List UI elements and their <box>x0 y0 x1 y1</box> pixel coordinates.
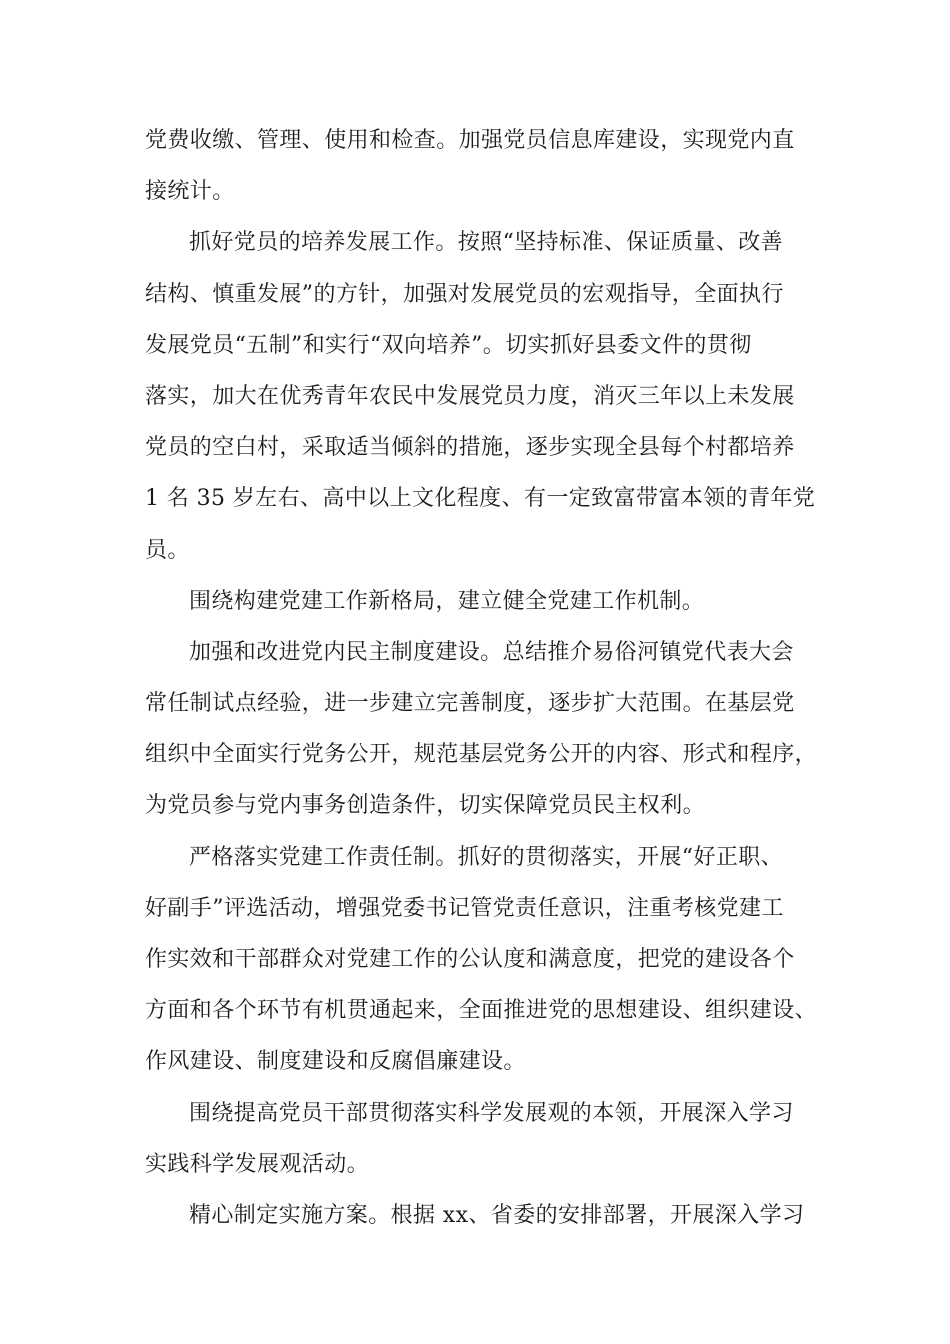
text-line: 落实，加大在优秀青年农民中发展党员力度，消灭三年以上未发展 <box>145 383 795 409</box>
text-line: 好副手”评选活动，增强党委书记管党责任意识，注重考核党建工 <box>145 895 784 921</box>
text-line: 发展党员“五制”和实行“双向培养”。切实抓好县委文件的贯彻 <box>145 332 752 358</box>
paragraph-start-line: 抓好党员的培养发展工作。按照“坚持标准、保证质量、改善 <box>189 230 784 256</box>
text-line: 接统计。 <box>145 179 235 205</box>
text-line: 为党员参与党内事务创造条件，切实保障党员民主权利。 <box>145 793 706 819</box>
text-line: 党员的空白村，采取适当倾斜的措施，逐步实现全县每个村都培养 <box>145 435 795 461</box>
text-line: 作风建设、制度建设和反腐倡廉建设。 <box>145 1049 526 1075</box>
text-line: 实践科学发展观活动。 <box>145 1151 370 1177</box>
text-line: 常任制试点经验，进一步建立完善制度，逐步扩大范围。在基层党 <box>145 691 795 717</box>
paragraph-start-line: 围绕提高党员干部贯彻落实科学发展观的本领，开展深入学习 <box>189 1100 794 1126</box>
text-line: 1 名 35 岁左右、高中以上文化程度、有一定致富带富本领的青年党 <box>145 486 816 512</box>
text-line: 员。 <box>145 537 190 563</box>
text-line: 结构、慎重发展”的方针，加强对发展党员的宏观指导，全面执行 <box>145 281 784 307</box>
text-line: 方面和各个环节有机贯通起来，全面推进党的思想建设、组织建设、 <box>145 998 818 1024</box>
text-line: 党费收缴、管理、使用和检查。加强党员信息库建设，实现党内直 <box>145 128 795 153</box>
text-line: 作实效和干部群众对党建工作的公认度和满意度，把党的建设各个 <box>145 947 795 972</box>
paragraph-start-line: 精心制定实施方案。根据 xx、省委的安排部署，开展深入学习 <box>189 1202 805 1228</box>
paragraph-start-line: 加强和改进党内民主制度建设。总结推介易俗河镇党代表大会 <box>189 639 794 665</box>
paragraph-start-line: 围绕构建党建工作新格局，建立健全党建工作机制。 <box>189 588 705 614</box>
document-body <box>145 115 825 1241</box>
text-line: 组织中全面实行党务公开，规范基层党务公开的内容、形式和程序， <box>145 742 818 768</box>
paragraph-start-line: 严格落实党建工作责任制。抓好的贯彻落实，开展“好正职、 <box>189 844 784 870</box>
